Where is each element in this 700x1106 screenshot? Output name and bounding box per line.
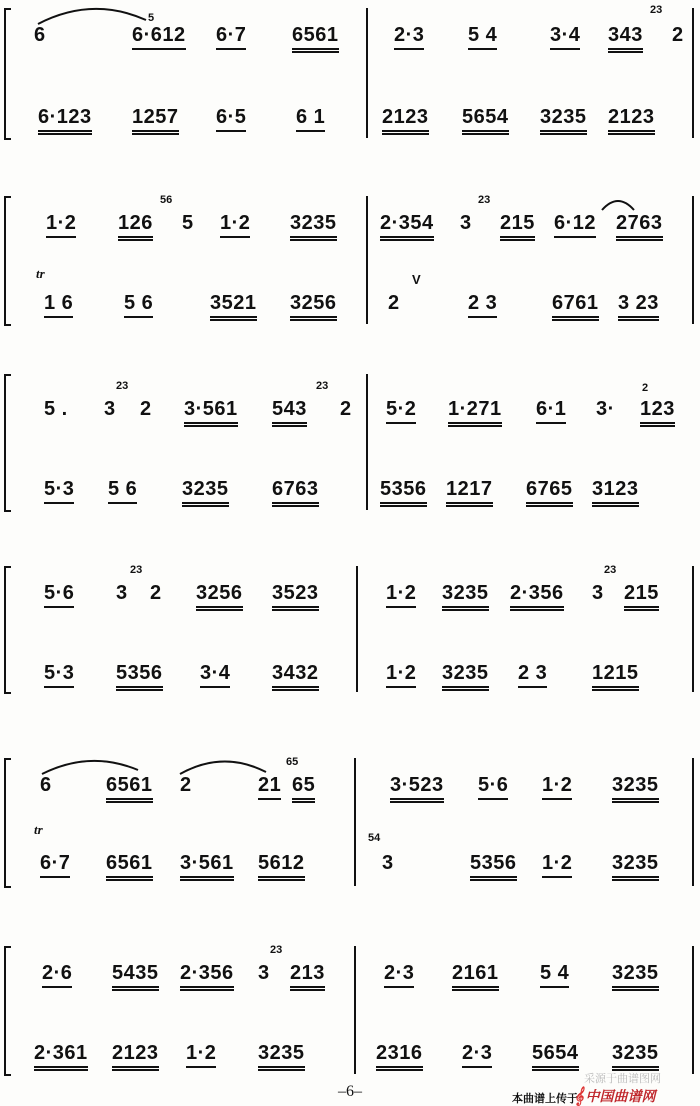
note-group: 1·2 (46, 212, 76, 238)
note-group: 3·4 (550, 24, 580, 50)
note-group: 126 (118, 212, 153, 241)
note-group: 2 3 (518, 662, 547, 688)
note-group: 5 6 (108, 478, 137, 504)
breath-mark: V (412, 272, 421, 287)
note-group: 5 . (44, 398, 68, 420)
note-group: 3235 (442, 662, 489, 691)
note-group: 6761 (552, 292, 599, 321)
treble-clef-logo-icon: 𝄞 (574, 1088, 584, 1105)
note-group: 5654 (462, 106, 509, 135)
note-group: 2316 (376, 1042, 423, 1071)
note-group: 2·361 (34, 1042, 88, 1071)
note-group: 3 (592, 582, 604, 604)
note-group: 5 6 (124, 292, 153, 318)
note-group: 2·356 (180, 962, 234, 991)
grace-ornament: 65 (286, 756, 299, 768)
system-bracket (4, 946, 11, 1076)
note-group: 1·2 (386, 582, 416, 608)
note-group: 543 (272, 398, 307, 427)
note-group: 3235 (182, 478, 229, 507)
end-barline (692, 946, 694, 1074)
note-group: 6·612 (132, 24, 186, 50)
note-group: 6561 (106, 852, 153, 881)
end-barline (692, 8, 694, 138)
note-group: 3235 (540, 106, 587, 135)
note-group: 3·561 (180, 852, 234, 881)
grace-ornament: 23 (604, 564, 617, 576)
site-brand[interactable] (574, 1086, 655, 1106)
trill-marking: tr (34, 822, 43, 837)
note-group: 2763 (616, 212, 663, 241)
note-group: 6765 (526, 478, 573, 507)
end-barline (692, 196, 694, 324)
note-group: 6·7 (40, 852, 70, 878)
note-group: 6·1 (536, 398, 566, 424)
note-group: 3235 (290, 212, 337, 241)
note-group: 2 (150, 582, 162, 604)
note-group: 5·2 (386, 398, 416, 424)
note-group: 2 (388, 292, 400, 314)
system-bracket (4, 374, 11, 512)
note-group: 3432 (272, 662, 319, 691)
note-group: 5·3 (44, 662, 74, 688)
note-group: 2123 (608, 106, 655, 135)
note-group: 123 (640, 398, 675, 427)
site-brand-label: 中国曲谱网 (585, 1088, 656, 1104)
note-group: 5·3 (44, 478, 74, 504)
note-group: 3 23 (618, 292, 659, 321)
note-group: 5 (182, 212, 194, 234)
note-group: 3·4 (200, 662, 230, 688)
note-group: 3521 (210, 292, 257, 321)
note-group: 3523 (272, 582, 319, 611)
barline (366, 374, 368, 510)
trill-marking: tr (36, 266, 45, 281)
note-group: 21 (258, 774, 281, 800)
note-group: 5435 (112, 962, 159, 991)
note-group: 1·2 (186, 1042, 216, 1068)
note-group: 1217 (446, 478, 493, 507)
note-group: 3 (460, 212, 472, 234)
grace-ornament: 23 (130, 564, 143, 576)
grace-ornament: 23 (116, 380, 129, 392)
note-group: 6561 (106, 774, 153, 803)
note-group: 3 (104, 398, 116, 420)
note-group: 6763 (272, 478, 319, 507)
note-group: 3235 (612, 1042, 659, 1071)
grace-ornament: 23 (650, 4, 663, 16)
note-group: 2161 (452, 962, 499, 991)
note-group: 1·271 (448, 398, 502, 427)
upload-credit: 本曲谱上传于 (512, 1093, 578, 1105)
system-bracket (4, 758, 11, 888)
note-group: 215 (500, 212, 535, 241)
end-barline (692, 758, 694, 886)
barline (356, 566, 358, 692)
note-group: 6 (40, 774, 52, 796)
end-barline (692, 566, 694, 692)
note-group: 2123 (382, 106, 429, 135)
note-group: 3256 (290, 292, 337, 321)
page-number: –6– (338, 1083, 362, 1100)
note-group: 3235 (612, 852, 659, 881)
system-bracket (4, 566, 11, 694)
note-group: 3 (382, 852, 394, 874)
note-group: 1·2 (386, 662, 416, 688)
note-group: 1·2 (220, 212, 250, 238)
system-bracket (4, 196, 11, 326)
note-group: 2·3 (394, 24, 424, 50)
grace-ornament: 23 (478, 194, 491, 206)
grace-ornament: 23 (316, 380, 329, 392)
note-group: 3235 (612, 774, 659, 803)
barline (366, 196, 368, 324)
note-group: 1·2 (542, 774, 572, 800)
note-group: 5·6 (44, 582, 74, 608)
note-group: 5·6 (478, 774, 508, 800)
barline (366, 8, 368, 138)
note-group: 2123 (112, 1042, 159, 1071)
note-group: 2 (672, 24, 684, 46)
note-group: 2·354 (380, 212, 434, 241)
note-group: 343 (608, 24, 643, 53)
note-group: 3256 (196, 582, 243, 611)
note-group: 3·523 (390, 774, 444, 803)
note-group: 2·6 (42, 962, 72, 988)
note-group: 2 (180, 774, 192, 796)
note-group: 3235 (442, 582, 489, 611)
note-group: 1257 (132, 106, 179, 135)
grace-ornament: 23 (270, 944, 283, 956)
grace-ornament: 2 (642, 382, 649, 394)
note-group: 1215 (592, 662, 639, 691)
barline (354, 758, 356, 886)
note-group: 5356 (380, 478, 427, 507)
note-group: 3·561 (184, 398, 238, 427)
note-group: 6 1 (296, 106, 325, 132)
note-group: 65 (292, 774, 315, 803)
note-group: 5612 (258, 852, 305, 881)
note-group: 3 (258, 962, 270, 984)
note-group: 213 (290, 962, 325, 991)
note-group: 2·3 (384, 962, 414, 988)
note-group: 215 (624, 582, 659, 611)
grace-ornament: 54 (368, 832, 381, 844)
note-group: 5 4 (468, 24, 497, 50)
note-group: 6·12 (554, 212, 596, 238)
barline (354, 946, 356, 1074)
watermark-text: 采源于曲谱图网 (584, 1073, 661, 1085)
grace-ornament: 56 (160, 194, 173, 206)
note-group: 5 4 (540, 962, 569, 988)
note-group: 5654 (532, 1042, 579, 1071)
note-group: 2 (340, 398, 352, 420)
note-group: 2·356 (510, 582, 564, 611)
note-group: 2 3 (468, 292, 497, 318)
note-group: 6·123 (38, 106, 92, 135)
grace-ornament: 5 (148, 12, 155, 24)
note-group: 6 (34, 24, 46, 46)
note-group: 6561 (292, 24, 339, 53)
note-group: 6·5 (216, 106, 246, 132)
note-group: 5356 (470, 852, 517, 881)
system-bracket (4, 8, 11, 140)
note-group: 6·7 (216, 24, 246, 50)
note-group: 2 (140, 398, 152, 420)
note-group: 3123 (592, 478, 639, 507)
note-group: 2·3 (462, 1042, 492, 1068)
note-group: 3235 (258, 1042, 305, 1071)
note-group: 5356 (116, 662, 163, 691)
note-group: 3 (116, 582, 128, 604)
note-group: 1 6 (44, 292, 73, 318)
note-group: 1·2 (542, 852, 572, 878)
note-group: 3· (596, 398, 615, 420)
note-group: 3235 (612, 962, 659, 991)
